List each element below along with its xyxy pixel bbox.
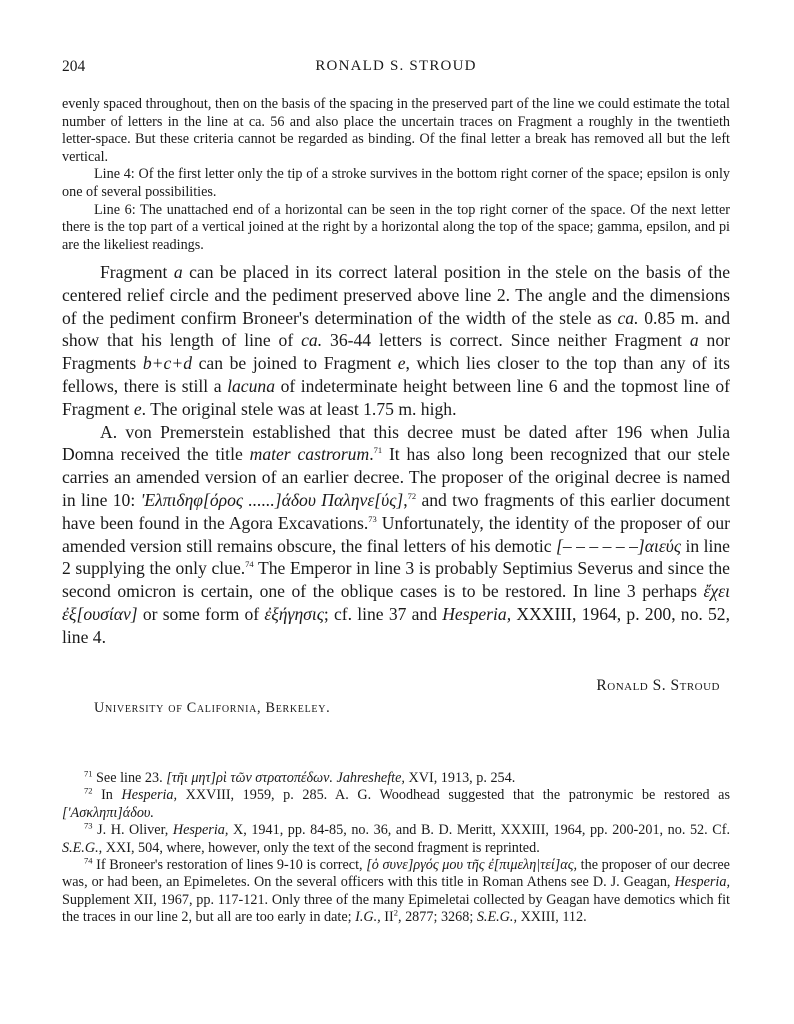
footnote-ref-72[interactable]: 72 [407, 491, 417, 502]
author-affiliation: University of California, Berkeley. [94, 700, 331, 716]
greek-text: ἔχει ἐξ[ουσίαν] [62, 581, 730, 624]
note-line-6: Line 6: The unattached end of a horizontal can be seen in the top right corner of the space. Of the next letter there is the top part of a vertical joined at the right by a horizontal along the top of the space; gamma, epsilon, and pi are the likeliest readings. [62, 201, 730, 253]
running-head: RONALD S. STROUD [315, 58, 477, 74]
page-number: 204 [62, 58, 86, 75]
body-paragraph-1: Fragment a can be placed in its correct lateral position in the stele on the basis of the centered relief circle and the pediment preserved above line 2. The angle and the dimensions of the pediment confirm Broneer's determination of the width of the stele as ca. 0.85 m. and show that his length of line of ca. 36-44 letters is correct. Since neither Fragment a nor Fragments b+c+d can be joined to Fragment e, which lies closer to the top than any of its fellows, there is still a lacuna of indeterminate height between line 6 and the topmost line of Fragment e. The original stele was at least 1.75 m. high. [62, 262, 731, 419]
footnote-ref-71[interactable]: 71 [373, 445, 383, 456]
footnote-71: $^{71}$ See line 23. [τῆι μητ]ρὶ τῶν στρατοπέδων. Jahreshefte, XVI, 1913, p. 254. [84, 768, 516, 786]
note-paragraph: evenly spaced throughout, then on the basis of the spacing in the preserved part of the line we could estimate the total number of letters in the line at ca. 56 and also place the uncertain traces on Fragment a roughly in the twentieth letter-space. But these criteria cannot be regarded as binding. Of the final letter a break has removed all but the left vertical. [62, 96, 730, 165]
epigraphic-notes [62, 96, 730, 254]
greek-text: 'Ελπιδηφ[όρος ......]άδου Παληνε[ύς] [140, 489, 404, 510]
author-signature: Ronald S. Stroud [596, 677, 720, 694]
footnote-74: $^{74}$ If Broneer's restoration of lines 9-10 is correct, [ὁ συνε]ργός μου τῆς ἐ[πιμελη|τεί]ας, the proposer of our decree was, or had been, an Epimeletes. On the several officers with this title in Roman Athens see D. J. Geagan, Hesperia, Supplement XII, 1967, pp. 117-121. Only three of the many Epimeletai collected by Geagan have demotics which fit the traces in our line 2, but all are too early in date; I.G., $II^2$, 2877; 3268; S.E.G., XXIII, 112. [62, 855, 730, 926]
body-text [62, 261, 730, 649]
page-header [62, 58, 730, 80]
body-paragraph-2: A. von Premerstein established that this decree must be dated after 196 when Julia Domna received the title mater castrorum.$^{71}$ It has also long been recognized that our stele carries an amended version of an earlier decree. The proposer of the original decree is named in line 10: 'Ελπιδηφ[όρος ......]άδου Παληνε[ύς],$^{72}$ and two fragments of this earlier document have been found in the Agora Excavations.$^{73}$ Unfortunately, the identity of the proposer of our amended version still remains obscure, the final letters of his demotic [– – – – – –]αιεύς in line 2 supplying the only clue.$^{74}$ The Emperor in line 3 is probably Septimius Severus and since the second omicron is certain, one of the oblique cases is to be restored. In line 3 perhaps ἔχει ἐξ[ουσίαν] or some form of ἐξήγησις; cf. line 37 and Hesperia, XXXIII, 1964, p. 200, no. 52, line 4. [62, 421, 731, 647]
footnote-ref-73[interactable]: 73 [368, 513, 377, 524]
footnote-73: $^{73}$ J. H. Oliver, Hesperia, X, 1941, pp. 84-85, no. 36, and B. D. Meritt, XXXIII, 1964, pp. 200-201, no. 52. Cf. S.E.G., XXI, 504, where, however, only the text of the second fragment is reprinted. [62, 820, 730, 856]
footnote-ref-74[interactable]: 74 [245, 559, 254, 570]
footnotes [62, 770, 730, 927]
footnote-72: $^{72}$ In Hesperia, XXVIII, 1959, p. 285. A. G. Woodhead suggested that the patronymic be restored as ['Ασκληπι]άδου. [62, 785, 730, 821]
greek-text: [– – – – – –]αιεύς [556, 535, 682, 556]
note-line-4: Line 4: Of the first letter only the tip of a stroke survives in the bottom right corner of the space; epsilon is only one of several possibilities. [62, 166, 730, 200]
greek-text: ἐξήγησις [264, 603, 324, 624]
